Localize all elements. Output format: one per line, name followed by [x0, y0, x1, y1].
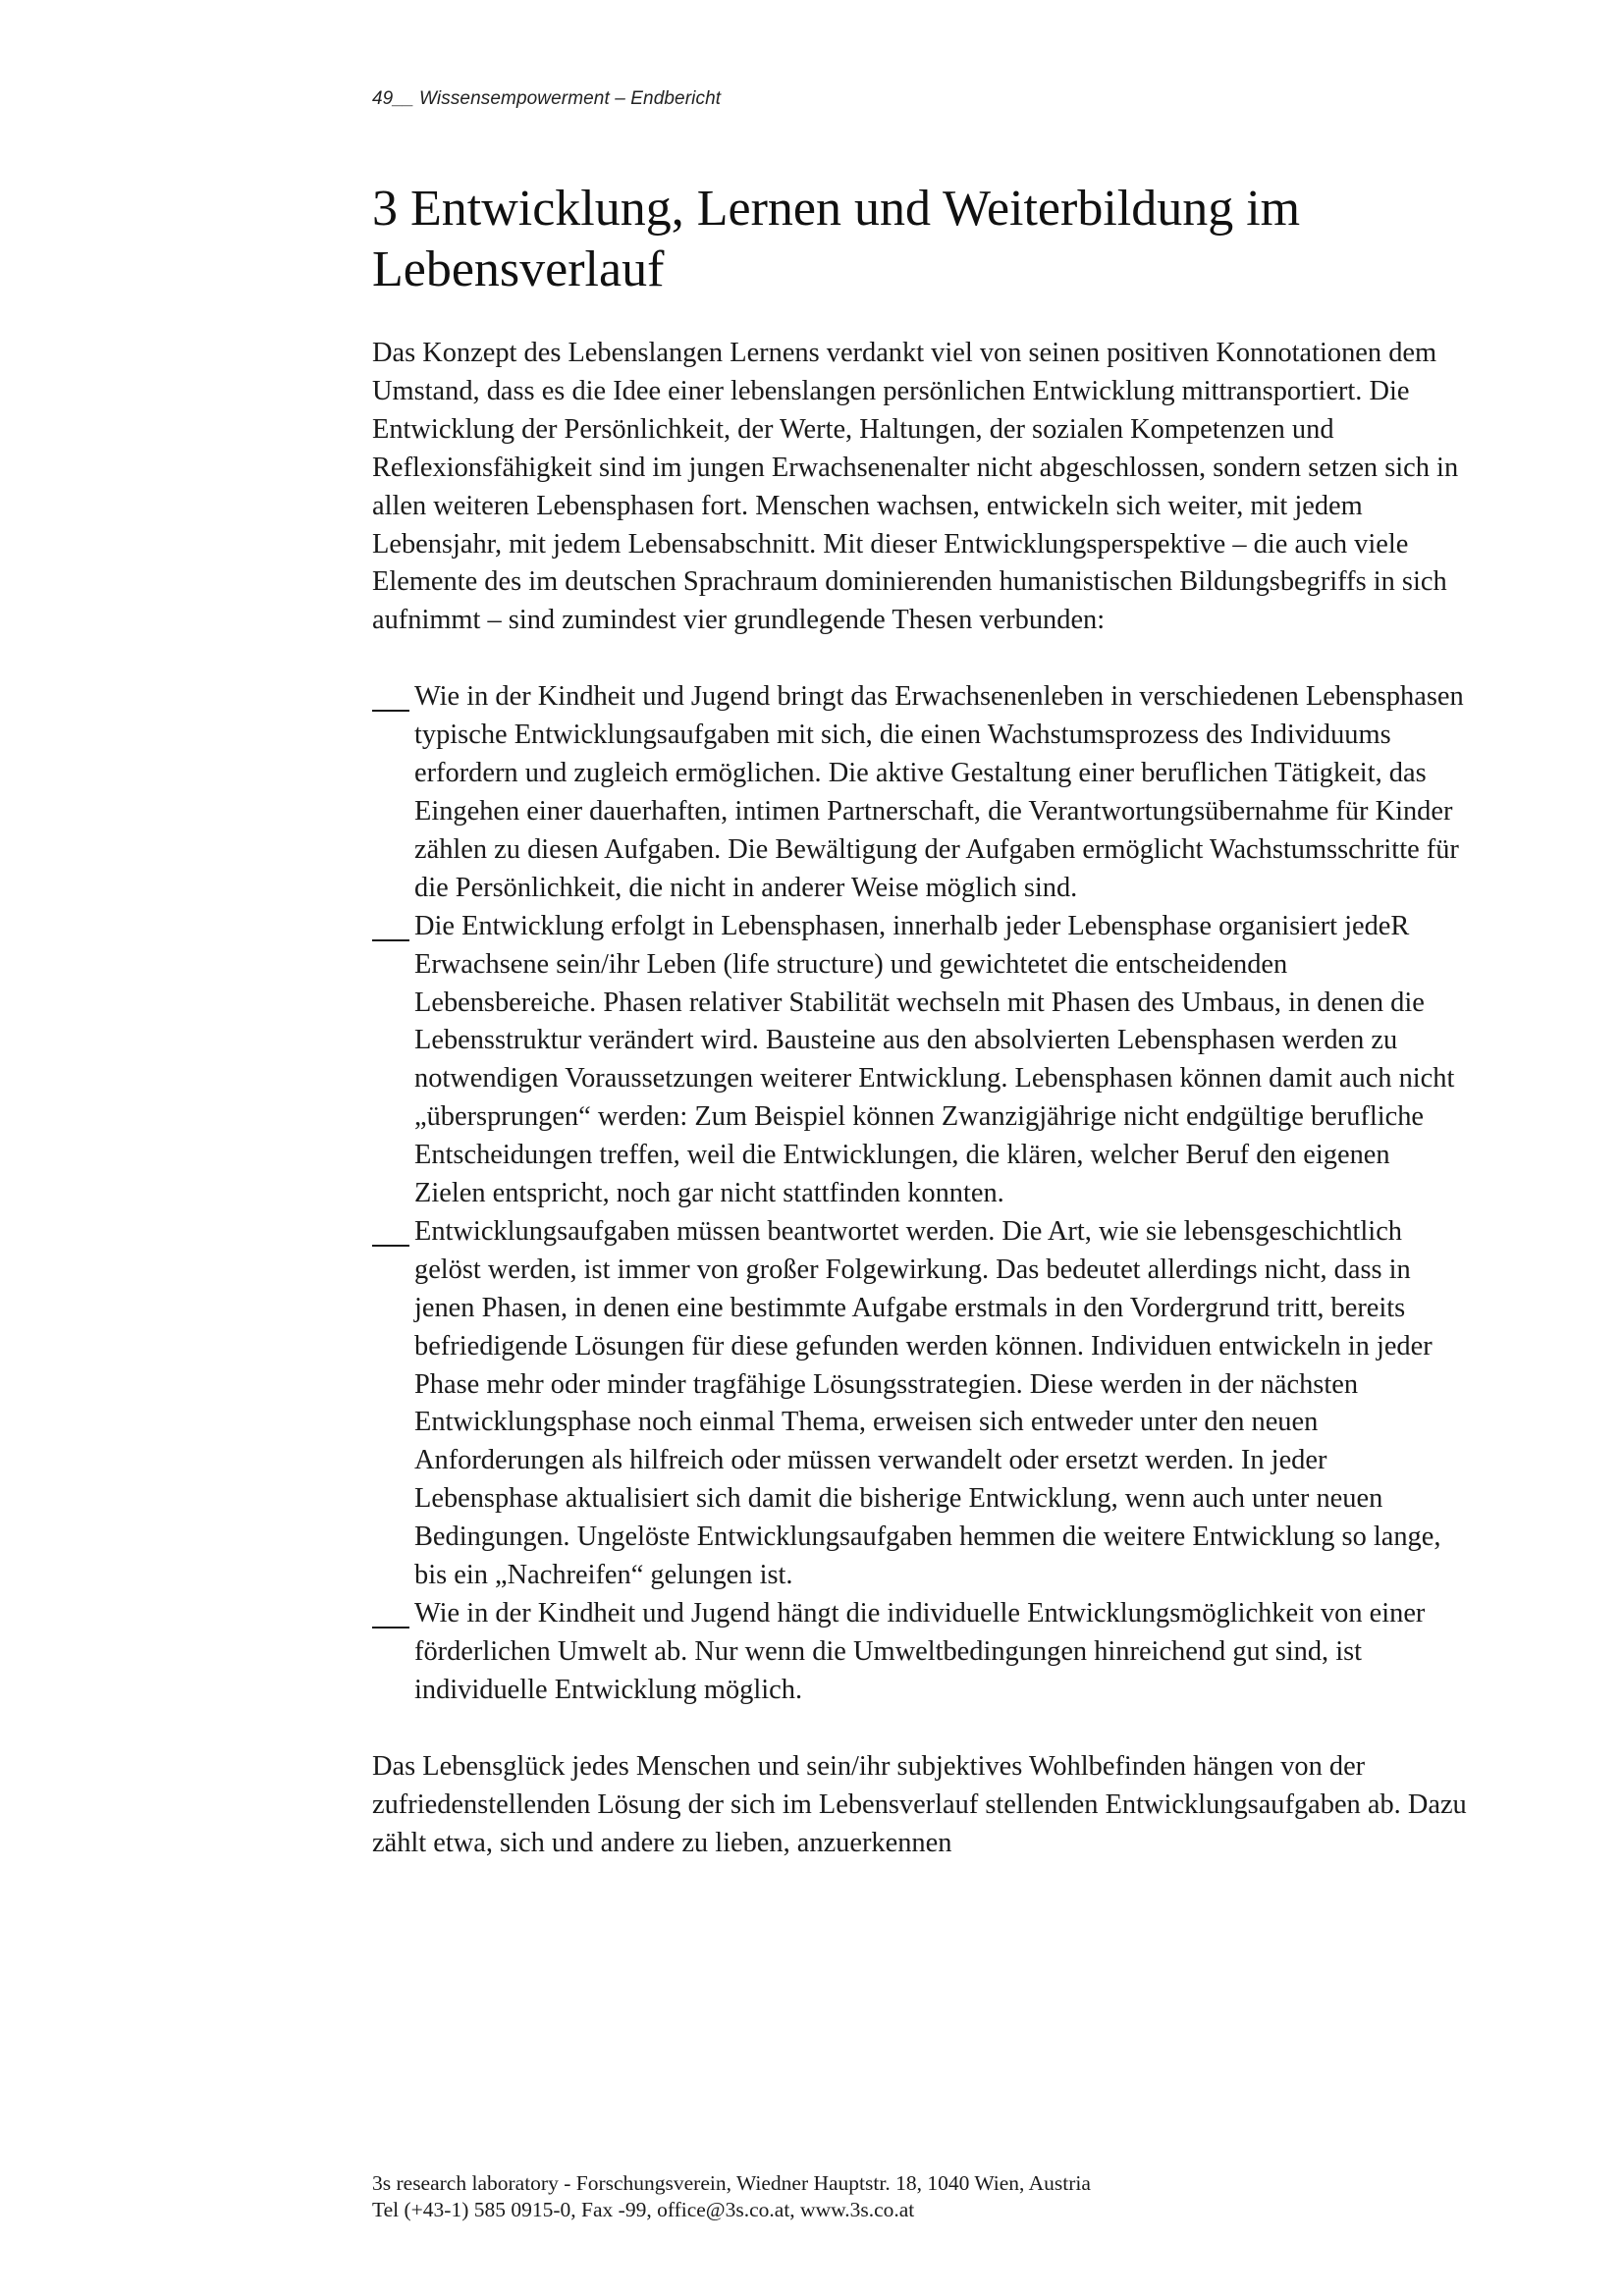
thesis-item	[372, 908, 1467, 1213]
closing-paragraph: Das Lebensglück jedes Menschen und sein/ihr subjektives Wohlbefinden hängen von der zufriedenstellenden Lösung der sich im Lebensverlauf stellenden Entwicklungsaufgaben ab. Dazu zählt etwa, sich und andere zu lieben, anzuerkennen	[372, 1750, 1467, 1858]
chapter-title: 3 Entwicklung, Lernen und Weiterbildung im Lebensverlauf	[372, 181, 1301, 297]
running-header: 49__ Wissensempowerment – Endbericht	[372, 88, 722, 109]
body-text	[372, 335, 1467, 1862]
dash-marker	[372, 1595, 409, 1629]
footer-contact: Tel (+43-1) 585 0915-0, Fax -99, office@3s.co.at, www.3s.co.at	[372, 2198, 915, 2221]
page-footer	[372, 2170, 1091, 2223]
footer-address: 3s research laboratory - Forschungsverein, Wiedner Hauptstr. 18, 1040 Wien, Austria	[372, 2171, 1091, 2195]
theses-list	[372, 678, 1467, 1709]
thesis-text: Entwicklungsaufgaben müssen beantwortet werden. Die Art, wie sie lebensgeschichtlich gelöst werden, ist immer von großer Folgewirkung. Das bedeutet allerdings nicht, dass in jenen Phasen, in denen eine bestimmte Aufgabe erstmals in den Vordergrund tritt, bereits befriedigende Lösungen für diese gefunden werden können. Individuen entwickeln in jeder Phase mehr oder minder tragfähige Lösungsstrategien. Diese werden in der nächsten Entwicklungsphase noch einmal Thema, erweisen sich entweder unter den neuen Anforderungen als hilfreich oder müssen verwandelt oder ersetzt werden. In jeder Lebensphase aktualisiert sich damit die bisherige Entwicklung, wenn auch unter neuen Bedingungen. Ungelöste Entwicklungsaufgaben hemmen die weitere Entwicklung so lange, bis ein „Nachreifen“ gelungen ist.	[414, 1215, 1441, 1591]
thesis-text: Wie in der Kindheit und Jugend hängt die individuelle Entwicklungsmöglichkeit von einer förderlichen Umwelt ab. Nur wenn die Umweltbedingungen hinreichend gut sind, ist individuelle Entwicklung möglich.	[414, 1598, 1426, 1705]
thesis-item	[372, 1595, 1467, 1710]
thesis-item	[372, 1213, 1467, 1595]
dash-marker	[372, 908, 409, 941]
thesis-item	[372, 678, 1467, 907]
dash-marker	[372, 1213, 409, 1247]
thesis-text: Wie in der Kindheit und Jugend bringt das Erwachsenenleben in verschiedenen Lebensphasen typische Entwicklungsaufgaben mit sich, die einen Wachstumsprozess des Individuums erfordern und zugleich ermöglichen. Die aktive Gestaltung einer beruflichen Tätigkeit, das Eingehen einer dauerhaften, intimen Partnerschaft, die Verantwortungsübernahme für Kinder zählen zu diesen Aufgaben. Die Bewältigung der Aufgaben ermöglicht Wachstumsschritte für die Persönlichkeit, die nicht in anderer Weise möglich sind.	[414, 681, 1464, 903]
dash-marker	[372, 678, 409, 712]
intro-paragraph: Das Konzept des Lebenslangen Lernens verdankt viel von seinen positiven Konnotationen dem Umstand, dass es die Idee einer lebenslangen persönlichen Entwicklung mittransportiert. Die Entwicklung der Persönlichkeit, der Werte, Haltungen, der sozialen Kompetenzen und Reflexionsfähigkeit sind im jungen Erwachsenenalter nicht abgeschlossen, sondern setzen sich in allen weiteren Lebensphasen fort. Menschen wachsen, entwickeln sich weiter, mit jedem Lebensjahr, mit jedem Lebensabschnitt. Mit dieser Entwicklungsperspektive – die auch viele Elemente des im deutschen Sprachraum dominierenden humanistischen Bildungsbegriffs in sich aufnimmt – sind zumindest vier grundlegende Thesen verbunden:	[372, 338, 1459, 636]
thesis-text: Die Entwicklung erfolgt in Lebensphasen, innerhalb jeder Lebensphase organisiert jedeR Erwachsene sein/ihr Leben (life structure) und gewichtetet die entscheidenden Lebensbereiche. Phasen relativer Stabilität wechseln mit Phasen des Umbaus, in denen die Lebensstruktur verändert wird. Bausteine aus den absolvierten Lebensphasen werden zu notwendigen Voraussetzungen weiterer Entwicklung. Lebensphasen können damit auch nicht „übersprungen“ werden: Zum Beispiel können Zwanzigjährige nicht endgültige berufliche Entscheidungen treffen, weil die Entwicklungen, die klären, welcher Beruf den eigenen Zielen entspricht, noch gar nicht stattfinden konnten.	[414, 910, 1455, 1209]
